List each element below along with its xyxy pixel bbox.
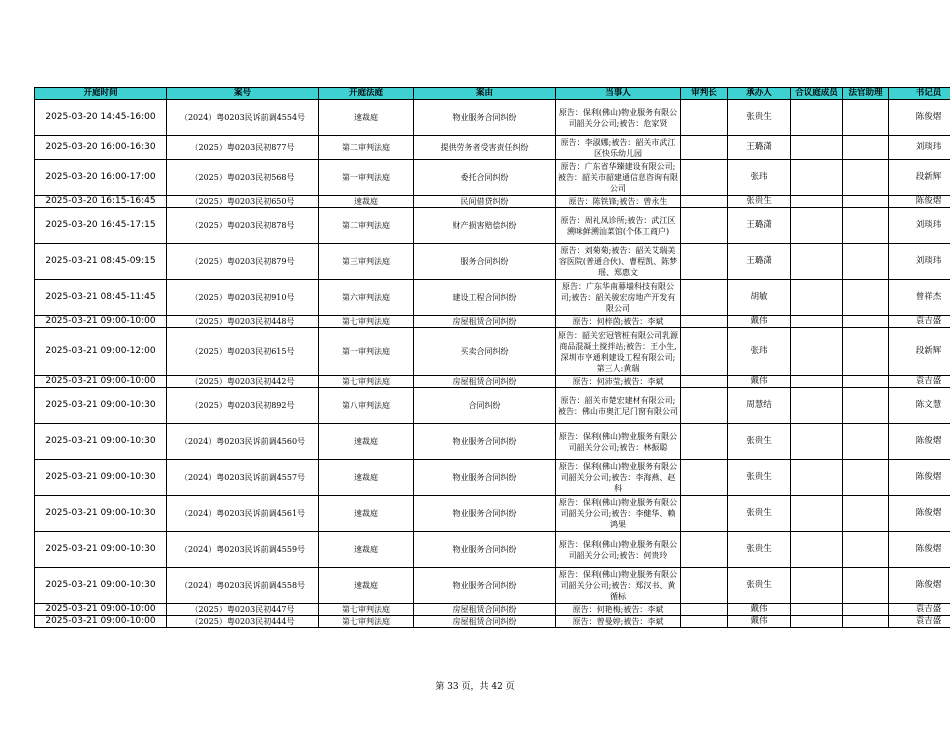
cell-panel-members	[791, 160, 843, 196]
cell-clerk: 陈俊熠	[889, 568, 950, 604]
table-row	[35, 136, 950, 160]
cell-handler: 张玮	[728, 160, 791, 196]
cell-handler: 张贵生	[728, 496, 791, 532]
cell-cause: 买卖合同纠纷	[414, 328, 556, 376]
table-row	[35, 376, 950, 388]
cell-clerk: 袁吉盛	[889, 616, 950, 628]
cell-judge-assistant	[843, 244, 889, 280]
cell-parties: 原告：李淑娜;被告：韶关市武江区快乐幼儿园	[556, 136, 681, 160]
cell-judge-assistant	[843, 568, 889, 604]
cell-presiding-judge	[681, 604, 728, 616]
cell-courtroom: 第二审判法庭	[319, 208, 414, 244]
cell-panel-members	[791, 244, 843, 280]
cell-clerk: 袁吉盛	[889, 376, 950, 388]
cell-clerk: 陈俊熠	[889, 532, 950, 568]
cell-cause: 物业服务合同纠纷	[414, 532, 556, 568]
col-header-judge-assistant: 法官助理	[843, 88, 889, 100]
cell-parties: 原告：韶关宏冠管桩有限公司乳源商品混凝土搅拌站;被告：王小生,深圳市亨通利建设工程有限公司;第三人:黄瑞	[556, 328, 681, 376]
table-row	[35, 388, 950, 424]
cell-judge-assistant	[843, 316, 889, 328]
cell-handler: 戴伟	[728, 604, 791, 616]
cell-case-number: （2024）粤0203民诉前调4558号	[167, 568, 319, 604]
table-row	[35, 196, 950, 208]
cell-courtroom: 速裁庭	[319, 100, 414, 136]
cell-panel-members	[791, 100, 843, 136]
cell-handler: 戴伟	[728, 616, 791, 628]
cell-cause: 物业服务合同纠纷	[414, 100, 556, 136]
cell-presiding-judge	[681, 208, 728, 244]
cell-clerk: 刘琰玮	[889, 244, 950, 280]
cell-judge-assistant	[843, 604, 889, 616]
cell-case-number: （2025）粤0203民初447号	[167, 604, 319, 616]
cell-clerk: 袁吉盛	[889, 316, 950, 328]
cell-panel-members	[791, 496, 843, 532]
cell-panel-members	[791, 532, 843, 568]
cell-time: 2025-03-21 08:45-09:15	[35, 244, 167, 280]
cell-presiding-judge	[681, 424, 728, 460]
cell-time: 2025-03-21 09:00-10:30	[35, 496, 167, 532]
hearing-schedule-table	[34, 87, 950, 628]
cell-cause: 物业服务合同纠纷	[414, 496, 556, 532]
cell-clerk: 段新辉	[889, 160, 950, 196]
table-row	[35, 208, 950, 244]
page-number: 第 33 页，共 42 页	[435, 682, 515, 692]
cell-handler: 胡敏	[728, 280, 791, 316]
cell-judge-assistant	[843, 100, 889, 136]
cell-cause: 房屋租赁合同纠纷	[414, 376, 556, 388]
cell-parties: 原告：保利(佛山)物业服务有限公司韶关分公司;被告：危家贤	[556, 100, 681, 136]
cell-panel-members	[791, 208, 843, 244]
cell-case-number: （2025）粤0203民初568号	[167, 160, 319, 196]
table-row	[35, 460, 950, 496]
cell-judge-assistant	[843, 136, 889, 160]
cell-parties: 原告：陈铁锋;被告：曾永生	[556, 196, 681, 208]
cell-case-number: （2025）粤0203民初442号	[167, 376, 319, 388]
cell-clerk: 曾祥杰	[889, 280, 950, 316]
cell-judge-assistant	[843, 160, 889, 196]
cell-handler: 张贵生	[728, 568, 791, 604]
cell-parties: 原告：何沛莹;被告：李斌	[556, 376, 681, 388]
cell-time: 2025-03-20 16:45-17:15	[35, 208, 167, 244]
cell-time: 2025-03-20 16:15-16:45	[35, 196, 167, 208]
cell-parties: 原告：保利(佛山)物业服务有限公司韶关分公司;被告：何贵玲	[556, 532, 681, 568]
cell-case-number: （2024）粤0203民诉前调4554号	[167, 100, 319, 136]
cell-courtroom: 第七审判法庭	[319, 376, 414, 388]
cell-time: 2025-03-21 09:00-10:30	[35, 568, 167, 604]
cell-parties: 原告：广东华南幕墙科技有限公司;被告：韶关骏宏房地产开发有限公司	[556, 280, 681, 316]
cell-handler: 张贵生	[728, 460, 791, 496]
cell-panel-members	[791, 604, 843, 616]
table-row	[35, 424, 950, 460]
cell-parties: 原告：周礼凤诊所;被告：武江区溯味鲜溯汕菜馆(个体工商户)	[556, 208, 681, 244]
cell-cause: 物业服务合同纠纷	[414, 568, 556, 604]
cell-panel-members	[791, 568, 843, 604]
cell-clerk: 刘琰玮	[889, 136, 950, 160]
cell-courtroom: 第一审判法庭	[319, 328, 414, 376]
cell-cause: 物业服务合同纠纷	[414, 460, 556, 496]
cell-presiding-judge	[681, 460, 728, 496]
cell-cause: 民间借贷纠纷	[414, 196, 556, 208]
cell-cause: 财产损害赔偿纠纷	[414, 208, 556, 244]
cell-cause: 提供劳务者受害责任纠纷	[414, 136, 556, 160]
cell-judge-assistant	[843, 496, 889, 532]
cell-courtroom: 第七审判法庭	[319, 316, 414, 328]
cell-panel-members	[791, 376, 843, 388]
cell-handler: 张贵生	[728, 100, 791, 136]
cell-courtroom: 速裁庭	[319, 196, 414, 208]
table-row	[35, 532, 950, 568]
cell-handler: 张玮	[728, 328, 791, 376]
cell-case-number: （2025）粤0203民初892号	[167, 388, 319, 424]
cell-case-number: （2025）粤0203民初910号	[167, 280, 319, 316]
cell-presiding-judge	[681, 136, 728, 160]
cell-parties: 原告：刘菊菊;被告：韶关艾瑞美容医院(普通合伙)、曹程凯、陈梦瑶、郑惠文	[556, 244, 681, 280]
cell-presiding-judge	[681, 616, 728, 628]
cell-handler: 周慧结	[728, 388, 791, 424]
col-header-presiding-judge: 审判长	[681, 88, 728, 100]
cell-judge-assistant	[843, 460, 889, 496]
table-row	[35, 160, 950, 196]
table-row	[35, 568, 950, 604]
cell-presiding-judge	[681, 100, 728, 136]
col-header-cause: 案由	[414, 88, 556, 100]
cell-panel-members	[791, 136, 843, 160]
cell-clerk: 袁吉盛	[889, 604, 950, 616]
cell-clerk: 陈俊熠	[889, 196, 950, 208]
col-header-courtroom: 开庭法庭	[319, 88, 414, 100]
cell-cause: 房屋租赁合同纠纷	[414, 616, 556, 628]
cell-judge-assistant	[843, 196, 889, 208]
cell-parties: 原告：保利(佛山)物业服务有限公司韶关分公司;被告：林振聪	[556, 424, 681, 460]
cell-judge-assistant	[843, 388, 889, 424]
cell-handler: 张贵生	[728, 196, 791, 208]
cell-case-number: （2024）粤0203民诉前调4557号	[167, 460, 319, 496]
cell-case-number: （2025）粤0203民初877号	[167, 136, 319, 160]
cell-judge-assistant	[843, 616, 889, 628]
cell-judge-assistant	[843, 532, 889, 568]
cell-case-number: （2025）粤0203民初650号	[167, 196, 319, 208]
col-header-time: 开庭时间	[35, 88, 167, 100]
cell-cause: 服务合同纠纷	[414, 244, 556, 280]
cell-courtroom: 第七审判法庭	[319, 616, 414, 628]
table-row	[35, 280, 950, 316]
cell-clerk: 段新辉	[889, 328, 950, 376]
table-row	[35, 244, 950, 280]
cell-courtroom: 第二审判法庭	[319, 136, 414, 160]
table-row	[35, 100, 950, 136]
cell-handler: 戴伟	[728, 376, 791, 388]
cell-handler: 戴伟	[728, 316, 791, 328]
cell-courtroom: 第三审判法庭	[319, 244, 414, 280]
cell-parties: 原告：保利(佛山)物业服务有限公司韶关分公司;被告：郑汉书、黄循标	[556, 568, 681, 604]
cell-presiding-judge	[681, 160, 728, 196]
col-header-clerk: 书记员	[889, 88, 950, 100]
col-header-handler: 承办人	[728, 88, 791, 100]
cell-cause: 合同纠纷	[414, 388, 556, 424]
cell-time: 2025-03-21 09:00-10:00	[35, 616, 167, 628]
cell-case-number: （2024）粤0203民诉前调4559号	[167, 532, 319, 568]
cell-panel-members	[791, 328, 843, 376]
cell-cause: 房屋租赁合同纠纷	[414, 604, 556, 616]
cell-case-number: （2025）粤0203民初615号	[167, 328, 319, 376]
cell-parties: 原告：保利(佛山)物业服务有限公司韶关分公司;被告：李健华、赖鸿果	[556, 496, 681, 532]
cell-parties: 原告：广东省华臻建设有限公司;被告：韶关市韶建通信息咨询有限公司	[556, 160, 681, 196]
cell-clerk: 陈俊熠	[889, 100, 950, 136]
cell-clerk: 陈俊熠	[889, 496, 950, 532]
cell-courtroom: 速裁庭	[319, 496, 414, 532]
cell-time: 2025-03-20 16:00-17:00	[35, 160, 167, 196]
cell-time: 2025-03-21 09:00-10:00	[35, 604, 167, 616]
cell-courtroom: 第七审判法庭	[319, 604, 414, 616]
cell-time: 2025-03-20 14:45-16:00	[35, 100, 167, 136]
cell-judge-assistant	[843, 280, 889, 316]
header-row	[35, 88, 950, 100]
cell-presiding-judge	[681, 316, 728, 328]
cell-case-number: （2024）粤0203民诉前调4560号	[167, 424, 319, 460]
cell-parties: 原告：韶关市楚宏建材有限公司;被告：佛山市奥汇尼门窗有限公司	[556, 388, 681, 424]
cell-panel-members	[791, 316, 843, 328]
cell-courtroom: 第八审判法庭	[319, 388, 414, 424]
cell-handler: 王璐潇	[728, 136, 791, 160]
cell-clerk: 陈俊熠	[889, 460, 950, 496]
cell-courtroom: 第一审判法庭	[319, 160, 414, 196]
cell-handler: 王璐潇	[728, 244, 791, 280]
cell-case-number: （2025）粤0203民初879号	[167, 244, 319, 280]
cell-time: 2025-03-21 09:00-10:00	[35, 376, 167, 388]
cell-case-number: （2024）粤0203民诉前调4561号	[167, 496, 319, 532]
cell-cause: 委托合同纠纷	[414, 160, 556, 196]
col-header-case-number: 案号	[167, 88, 319, 100]
cell-presiding-judge	[681, 496, 728, 532]
cell-courtroom: 速裁庭	[319, 460, 414, 496]
cell-courtroom: 速裁庭	[319, 532, 414, 568]
cell-judge-assistant	[843, 208, 889, 244]
cell-presiding-judge	[681, 280, 728, 316]
cell-time: 2025-03-21 09:00-10:30	[35, 460, 167, 496]
cell-panel-members	[791, 196, 843, 208]
cell-panel-members	[791, 460, 843, 496]
cell-cause: 房屋租赁合同纠纷	[414, 316, 556, 328]
cell-parties: 原告：何艳梅;被告：李斌	[556, 604, 681, 616]
cell-judge-assistant	[843, 376, 889, 388]
cell-case-number: （2025）粤0203民初444号	[167, 616, 319, 628]
cell-case-number: （2025）粤0203民初878号	[167, 208, 319, 244]
table-row	[35, 496, 950, 532]
cell-handler: 王璐潇	[728, 208, 791, 244]
cell-panel-members	[791, 424, 843, 460]
cell-time: 2025-03-21 08:45-11:45	[35, 280, 167, 316]
cell-panel-members	[791, 616, 843, 628]
cell-courtroom: 速裁庭	[319, 568, 414, 604]
cell-presiding-judge	[681, 196, 728, 208]
cell-cause: 物业服务合同纠纷	[414, 424, 556, 460]
cell-clerk: 陈俊熠	[889, 424, 950, 460]
cell-courtroom: 速裁庭	[319, 424, 414, 460]
cell-judge-assistant	[843, 424, 889, 460]
table-row	[35, 316, 950, 328]
cell-clerk: 刘琰玮	[889, 208, 950, 244]
cell-time: 2025-03-21 09:00-10:30	[35, 424, 167, 460]
cell-parties: 原告：曾曼婷;被告：李斌	[556, 616, 681, 628]
cell-judge-assistant	[843, 328, 889, 376]
cell-presiding-judge	[681, 568, 728, 604]
cell-panel-members	[791, 280, 843, 316]
table-row	[35, 616, 950, 628]
cell-case-number: （2025）粤0203民初448号	[167, 316, 319, 328]
cell-presiding-judge	[681, 244, 728, 280]
cell-parties: 原告：何梓茵;被告：李斌	[556, 316, 681, 328]
cell-time: 2025-03-21 09:00-10:30	[35, 388, 167, 424]
cell-time: 2025-03-21 09:00-10:30	[35, 532, 167, 568]
cell-cause: 建设工程合同纠纷	[414, 280, 556, 316]
cell-clerk: 陈文慧	[889, 388, 950, 424]
col-header-panel-members: 合议庭成员	[791, 88, 843, 100]
cell-time: 2025-03-21 09:00-12:00	[35, 328, 167, 376]
col-header-parties: 当事人	[556, 88, 681, 100]
cell-handler: 张贵生	[728, 424, 791, 460]
table-row	[35, 328, 950, 376]
cell-presiding-judge	[681, 388, 728, 424]
cell-handler: 张贵生	[728, 532, 791, 568]
cell-presiding-judge	[681, 376, 728, 388]
table-row	[35, 604, 950, 616]
cell-time: 2025-03-20 16:00-16:30	[35, 136, 167, 160]
cell-parties: 原告：保利(佛山)物业服务有限公司韶关分公司;被告：李海燕、赵科	[556, 460, 681, 496]
cell-panel-members	[791, 388, 843, 424]
cell-time: 2025-03-21 09:00-10:00	[35, 316, 167, 328]
cell-presiding-judge	[681, 532, 728, 568]
cell-courtroom: 第六审判法庭	[319, 280, 414, 316]
cell-presiding-judge	[681, 328, 728, 376]
